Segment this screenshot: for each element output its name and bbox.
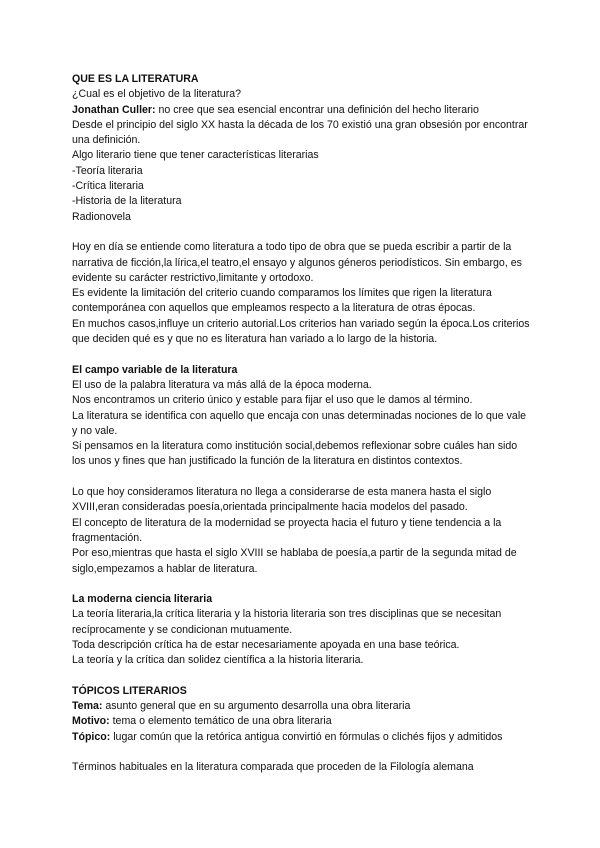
- section-title-que-es-la-literatura: QUE ES LA LITERATURA: [72, 73, 199, 85]
- closing-line: Términos habituales en la literatura comparada que proceden de la Filología alemana: [72, 761, 474, 774]
- definition-tema: [72, 699, 532, 714]
- definition-topico: [72, 730, 532, 745]
- obsession-line: Desde el principio del siglo XX hasta la década de los 70 existió una gran obsesión por encontrar una definición.: [72, 118, 528, 147]
- paragraph: Si pensamos en la literatura como institución social,debemos reflexionar sobre cuáles han sido los unos y fines que han justificado la función de la literatura en distintos contextos.: [72, 440, 518, 468]
- culler-line: [72, 103, 532, 118]
- paragraph: En muchos casos,influye un criterio autorial.Los criterios han variado según la época.Los criterios que deciden qué es y que no es literatura han variado a lo largo de la historia.: [72, 317, 530, 346]
- paragraph: La teoría literaria,la crítica literaria y la historia literaria son tres disciplinas que se necesitan recíprocamente y se condicionan mutuamente.: [72, 608, 502, 636]
- paragraph-gap: [72, 470, 532, 485]
- paragraph: Es evidente la limitación del criterio cuando comparamos los límites que rigen la literatura contemporánea con aquellos que empleamos respecto a la literatura de otras épocas.: [72, 287, 492, 315]
- list-item: -Teoría literaria: [72, 164, 143, 177]
- definition-text: tema o elemento temático de una obra literaria: [109, 715, 332, 728]
- list-item: -Historia de la literatura: [72, 195, 182, 208]
- algo-literario-line: Algo literario tiene que tener características literarias: [72, 149, 319, 162]
- culler-label: Jonathan Culler:: [72, 103, 156, 116]
- paragraph: Toda descripción crítica ha de estar necesariamente apoyada en una base teórica.: [72, 638, 460, 651]
- question-line: ¿Cual es el objetivo de la literatura?: [72, 88, 242, 101]
- culler-text: no cree que sea esencial encontrar una definición del hecho literario: [155, 103, 479, 116]
- definition-text: lugar común que la retórica antigua convirtió en fórmulas o clichés fijos y admitidos: [110, 730, 503, 743]
- list-item: Radionovela: [72, 210, 131, 223]
- paragraph: Por eso,mientras que hasta el siglo XVIII se hablaba de poesía,a partir de la segunda mitad de siglo,empezamos a hablar de literatura.: [72, 547, 517, 575]
- paragraph-gap: [72, 225, 532, 240]
- definition-motivo: [72, 714, 532, 729]
- document-body: [72, 72, 532, 776]
- definition-text: asunto general que en su argumento desarrolla una obra literaria: [102, 700, 411, 713]
- paragraph: Hoy en día se entiende como literatura a todo tipo de obra que se pueda escribir a partir de la narrativa de ficción,la lírica,el teatro,el ensayo y algunos géneros periodísticos. Sin embargo, es evidente su carácter restrictivo,limitante y ortodoxo.: [72, 241, 522, 284]
- definition-term: Tópico:: [72, 730, 111, 743]
- definition-term: Tema:: [72, 700, 103, 713]
- section-title-campo-variable: El campo variable de la literatura: [72, 363, 238, 376]
- paragraph-gap: [72, 669, 532, 684]
- paragraph: Lo que hoy consideramos literatura no llega a considerarse de esta manera hasta el siglo XVIII,eran consideradas poesía,orientada principalmente hacia modelos del pasado.: [72, 486, 492, 514]
- paragraph: La teoría y la crítica dan solidez científica a la historia literaria.: [72, 654, 364, 667]
- definition-term: Motivo:: [72, 715, 110, 728]
- list-item: -Crítica literaria: [72, 180, 144, 193]
- section-title-topicos-literarios: TÓPICOS LITERARIOS: [72, 684, 187, 697]
- paragraph: Nos encontramos un criterio único y estable para fijar el uso que le damos al término.: [72, 394, 473, 407]
- paragraph: La literatura se identifica con aquello que encaja con unas determinadas nociones de lo que vale y no vale.: [72, 409, 527, 437]
- paragraph-gap: [72, 745, 532, 760]
- paragraph-gap: [72, 347, 532, 362]
- section-title-moderna-ciencia: La moderna ciencia literaria: [72, 593, 213, 606]
- paragraph: El uso de la palabra literatura va más allá de la época moderna.: [72, 378, 372, 391]
- paragraph-gap: [72, 577, 532, 592]
- paragraph: El concepto de literatura de la modernidad se proyecta hacia el futuro y tiene tendencia a la fragmentación.: [72, 516, 502, 544]
